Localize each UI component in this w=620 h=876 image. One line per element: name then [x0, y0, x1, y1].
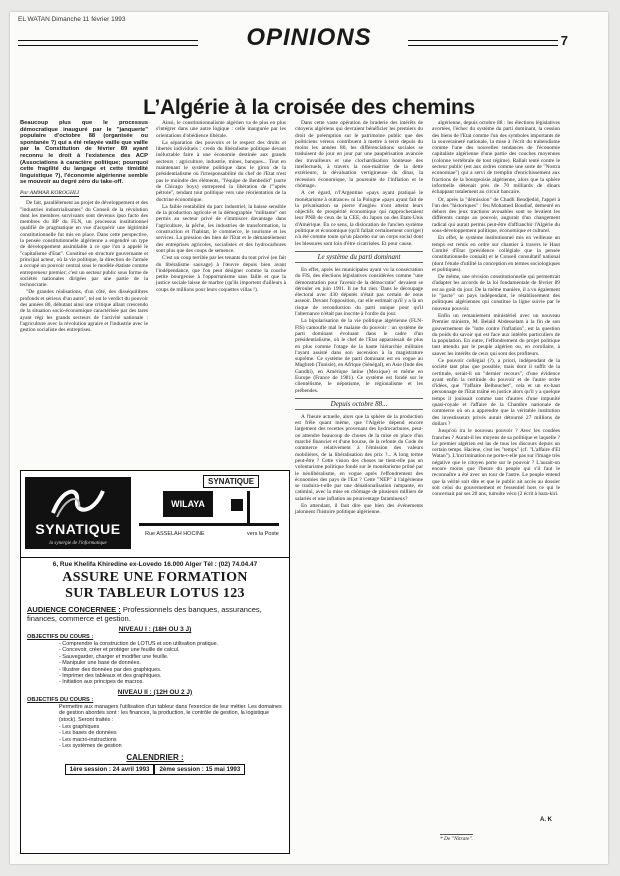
list-item: - Les graphiques [59, 724, 283, 730]
ad-title [21, 570, 289, 602]
paragraph: "De grandes réalisations, d'un côté, des disséquilibres profonds et sérieux d'un autre", tel est le verdict du pouvoir des années 80, débutant ainsi une critique allant crescendo de la situation socio-économique caractérisée par des tares ayant régi les grands secteurs de l'activité nationale : l'agriculture avec la révolution agraire et l'industrie avec le gestion socialiste des entreprises. [20, 289, 148, 334]
article-lead [20, 120, 148, 186]
article-headline: L’Algérie à la croisée des chemins [143, 96, 475, 119]
niveau-2-description: Permettre aux managers l'utilisation d'un tableur dans l'exercice de leur métier. Les domaines de gestion abordés sont : les finances, la production, le contrôle de gestion, la logistique (stock). Seront traités : [59, 703, 282, 723]
list-item: - Initiation aux principes de macros. [59, 679, 283, 685]
article-column-4 [432, 120, 560, 830]
newspaper-page [10, 12, 608, 864]
map-wilaya-block: WILAYA [163, 491, 213, 517]
ad-header [21, 471, 289, 558]
map-street-label: Rue ASSELAH HOCINE [145, 531, 205, 537]
logo-tagline: la synergie de l'informatique [49, 541, 107, 546]
paragraph: C'est un coup terrible par les tenants du tout privé (en fait du libéralisme sauvage) à l'œuvre depuis bien avant l'indépendance, que l'on peut désigner comme la couche petite bourgeoise à l'opportunisme sans faille et que la justice sociale laisse de marbre (qu'ils importent d'ailleurs à coups de millions pour leurs coquettes villas !). [156, 255, 286, 293]
list-item: - Illustrer des données par des graphiques. [59, 667, 283, 673]
paragraph: La bipolarisation de la vie politique algérienne (FLN-FIS) camoufle mal le malaise du pouvoir : un système de parti dominant évoluant dans le cadre d'un présidentialisme, où le chef de l'Etat apparaissait de plus en plus comme l'otage de la haute hiérarchie militaire l'ayant assisté dans son ascension à la magistrature suprême. Ce système de parti dominant est en vogue au Maghreb (Tunisie), en Afrique (Sénégal), en Asie (Inde des Gandhi), en Amérique latine (Mexique) et même en Europe (France de 1981). Ce système est fondé sur le clientélisme, le népotisme, le régionalisme et les prébendes. [295, 318, 423, 394]
subheading-parti-dominant: Le système du parti dominant [295, 251, 423, 263]
paragraph: A cet égard, n'l'Argentine «pays ayant pratiqué le monétarisme à outrance» ni la Pologne «pays ayant fait de la privatisation sa pierre d'angle» n'ont atteint leurs objectifs de prospérité économique qui rapprocheraient leur PNB de ceux de la CEE, du Japon ou des Etats-Unis d'Amérique. En ce sens, la dislocation de l'ancien système politique et économique (qu'il fallait certainement corriger) n'a été comme toute qu'un placebo sur un corps social dont les blessures sont loin d'être cicatrisées. Et pour cause. [295, 190, 423, 247]
ad-address: 6, Rue Khelifa Khiredine ex-Lovedo 16.000 Alger Tél : (02) 74.04.47 [52, 561, 258, 568]
paragraph: Ainsi, le constitutionnalisme algérien va de plus en plus s'intégrer dans une autre logique : celle inaugurée par les orientations d'obédience libérale. [156, 120, 286, 139]
stylized-s-shape-icon [49, 483, 107, 521]
article-column-2 [156, 120, 286, 410]
paragraph: Or, après la "démission" de Chadli Bendjedid, l'appel à l'un des "historiques" : feu Mohamed Boudiaf, demeuré en dehors des jeux tractions avouables sont se levaient les différents camps au pouvoir, augurait d'un changement radical qui aurait permis peut-être d'affranchir l'Algérie du sous-développement politique, économique et culturel. [432, 196, 560, 235]
niveau-1-label: NIVEAU I : (18H OU 3 J) [118, 626, 192, 633]
niveau-1-heading [21, 626, 289, 633]
section-title: OPINIONS [246, 24, 372, 51]
paragraph: Enfin un remaniement ministériel avec un nouveau Premier ministre, M. Belaïd Abdesselam à la fin de son gouvernement de "lutte contre l'inflation", est la question du poids du savoir qui est face aux intérêts particuliers de la population. En outre, l'effondrement du projet politique tant attendu par le peuple algérien ou, en corollaire, à sauver les intérêts de ceux qui sont des profiteurs. [432, 312, 560, 357]
paragraph: Dans cette vaste opération de braderie des intérêts de citoyens algériens qui devraient bénéficier les premiers du droit de préemption sur le patrimoine public que des politiciens véreux contribuent à mettre à terre depuis du moins les années 80, les différenciations sociales se traduisent de jour en jour par une paupérisation avancée des travailleurs et une clochardisation honteuse des intellectuels, à travers la non-maîtrise de la dette extérieure, la dévaluation vertigineuse du dinar, la récession économique, la poursuite de l'inflation et le chômage. [295, 120, 423, 189]
niveau-2-label: NIVEAU II : (12H OU 2 J) [117, 688, 193, 696]
map-horizontal-road [139, 523, 279, 526]
session-dates [21, 764, 289, 775]
niveau-1-objectives [21, 641, 289, 686]
paragraph: De même, une révision constitutionnelle qui permettrait d'adapter les accords de la loi fondamentale de février 89 est au goût du jour. De la même manière, il a vu également le "pacte" un pays indépendant, le rétablissement des politiques algériennes qui constitue la ligne suivie par le nouveau pouvoir. [432, 274, 560, 312]
paragraph: algérienne, depuis octobre 88 : les élections législatives avortées, l'échec du système du parti dominant, la cession des biens de l'Etat comme l'un des symboles importants de la souveraineté nationale, la mise à l'écrit du trabendisme comme l'une des nouvelles tendances de l'économie capitaliste algérienne d'une partie des couches moyennes (colonne vertébrale de tout régime). Rallait tenté contre le secteur public (est aux ordres comme une sorte de "Nostra economiae") qui a servi de tremplin d'enrichissement aux fractions de la bourgeoisie algérienne, alors que la sphère informelle détenait près de 70 milliards de dinars échappant totalement au circuit bancaire. [432, 120, 560, 196]
author-signature: A. K [540, 817, 552, 823]
subheading-depuis-octobre: Depuis octobre 88... [295, 398, 423, 410]
article-column-3 [295, 120, 423, 858]
ad-audience [21, 602, 289, 623]
logo-name: SYNATIQUE [35, 521, 121, 537]
audience-text: Professionnels des banques, assurances, finances, commerce et gestion. [27, 605, 262, 623]
article-lead-text: Beaucoup plus que le processus démocratique inauguré par le "janquerie" populaire d'octobre 88 (organisée ou spontanée ?) qui a été relayée vaille que vaille par la Constitution de février 89 ayant reconnu le droit à l'existence des ACP (Associations à caractère politique; pourquoi cette fragilité du langage et cette timidité linguistique ?), l'économie algérienne semble se mouvoir au degré zéro du take-off. [20, 120, 148, 186]
list-item: - Concevoir, créer et protéger une feuille de calcul. [59, 647, 283, 653]
map-vertical-road [247, 491, 250, 525]
ad-title-line-2: SUR TABLEUR LOTUS 123 [65, 586, 245, 601]
page-number: 7 [560, 33, 568, 48]
synatique-advertisement [20, 470, 290, 854]
list-item: - Comprendre la construction de LOTUS et son utilisation pratique. [59, 641, 283, 647]
session-2: 2ème session : 15 mai 1993 [154, 764, 245, 775]
paragraph: En effet, après les municipales ayant vu la consécration du FIS, des élections législatives considérées comme "une démonstration pour l'avenir de la démocratie" devaient se dérouler en juin 1991. Il ne fut rien. Dans le découpage électoral avec 430 députés n'était pas certain de nous asseoir. Devant l'opposition, car elle estimait qu'il y a là un risque de reconduction du parti unique pour qu'il l'alternance n'était pas inscrite à l'ordre du jour. [295, 266, 423, 318]
list-item: - Manipuler une base de données. [59, 660, 283, 666]
list-item: - Les macro-instructions [59, 737, 283, 743]
audience-label: AUDIENCE CONCERNEE : [27, 605, 121, 614]
niveau-2-heading [21, 689, 289, 696]
paragraph: En effet, le système institutionnel mis en veilleuse un temps est remis en ordre sur chantier à travers le Haut Comité d'Etat (présidence collégiale que la pensée constitutionnelle connaît) et le Conseil consultatif national (dont l'étude d'utilité la conception en termes sociologiques et politiques). [432, 235, 560, 273]
paragraph: En attendant, il faut dire que bien des événements jalonnent l'histoire politique algérienne. [295, 503, 423, 516]
dateline: EL WATAN Dimanche 11 février 1993 [18, 16, 126, 23]
niveau-2-objectives [21, 724, 289, 750]
synatique-logo [25, 477, 131, 549]
list-item: - Imprimer des tableaux et des graphiques. [59, 673, 283, 679]
footnote: * De "Nitrate". [440, 836, 473, 842]
paragraph: La faible rentabilité du parc industriel, la baisse sensible de la production agricole et la démographie "militante" ont permis au secteur privé de s'immiscer davantage dans l'agriculture, la pêche, les industries de transformation, la construction et l'habitat, le commerce, le tourisme et les services. La pression des bien de l'Etat et le démantèlement des entreprises agricoles, socialistes et des hydrocarbures sont plus que des coups de semence. [156, 203, 286, 254]
paragraph: Jusqu'où ira le nouveau pouvoir ? Avec les coudées franches ? Aurait-il les moyens de sa politique et laquelle ? Le premier algérien est las de tous les discours depuis un certain temps. Hacène, c'est les "temps" (cf. "L'affaire d'El Watan"). L'incrimination ne porte-t-elle pas sur l'image très négative que le citoyen porte sur le pouvoir ? L'aurait-on encore moins que l'heure du peuple qui s'il faut le reconnaître a été avec un tour de l'autre. Le peuple entend que la vérité soit dite et que le public ait accès au dossier soit celui du gouvernement et l'essentiel hors ce qui le concernait par ses 20 ans, tumulte vécu (2 écrit à hara-kiri. [432, 428, 560, 498]
session-1: 1ère session : 24 avril 1993 [65, 764, 155, 775]
section-rule-right [408, 40, 558, 46]
objectives-label-2: OBJECTIFS DU COURS : [27, 696, 94, 703]
paragraph: A l'heure actuelle, alors que la sphère de la production est frêle quant même, que l'Algérie dépend encore largement des recettes provenant des hydrocarbures, peut-on attendre beaucoup de choses de la mise en place d'un marché financier et d'une bourse, de la refonte du Code de commerce relativement à l'émission des valeurs mobilières, de la libéralisation des prix ?... A long terme peut-être ? Cette vision des choses ne tient-elle pas un volontarisme politique fondé sur le monétarisme prôné par le néolibéralisme, en vogue après l'effondrement des économies des pays de l'Est ? Cette "NEP" à l'algérienne se traduira-t-elle par une dénationalisation rampante, en catimini, avec la mise en chômage de plusieurs milliers de salariés et une inflation au pourcentage faramineux? [295, 413, 423, 502]
article-column-1 [20, 120, 148, 470]
calendar-heading: CALENDRIER : [126, 752, 184, 762]
paragraph: Ce pouvoir collégial (?), a priori, indépendant de la société tant plus que possible, mais dont il suffit de la certitude, serait-il un "dernier recours", d'une évidence ayant enfin la certitude du pouvoir et de l'autre ordre d'idées, que "l'affaire Belhouchet", cela et un ex-haut personnage de l'Etat traîné en justice alors qu'il y a quelque temps il jouissait comme tant d'autres d'une impunité quasi-royale et l'affaire de la Chambre nationale de commerce où on a apprendre que la véritable institution des investisseurs privés aurait détourné 27 millions de dollars ? [432, 357, 560, 427]
list-item: - Les bases de données [59, 730, 283, 736]
map-label: SYNATIQUE [203, 475, 259, 488]
byline-text: Par AMMAR KOROGHLI [20, 189, 79, 196]
paragraph: La séparation des pouvoirs et le respect des droits et libertés individuels : credo du libéralisme politique devant inéluctable faire à une économie destinée aux grands secteurs : agriculture, industrie, mines, banques... Tout en maintenant le système politique dans le giron de la présidentialisme où l'irresponsabilité du chef de l'Etat n'est pas le moindre des éléments, "l'équipe de Benbedid" (sorte de Chicago boys) entreprend la libération de l'"après pétrole", tendant tout politique vers une réorientation de la doctrine économique. [156, 139, 286, 203]
map-post-label: vers la Poste [247, 531, 279, 537]
byline [20, 190, 148, 196]
paragraph: De fait, parallèlement au projet de développement et des "industries industrialisantes" du Conseil de la révolution dont les membres survivants sont devenus ipso facto des membres du BP du FLN, un processus institutionnel qualifié de pragmatique en vue d'acquérir une légitimité constitutionnelle fut mis en place. Dans cette perspective, la pensée constitutionnelle algérienne a engendré un type de développement assimilable à ce que l'on a appelé le "capitalisme d'Etat". Constitué en structure gouvernante et principal acteur, où la vie politique, la direction de l'armée a occupé un pouvoir central sous le modèle étatiste comme entrepreneur premier; c'est un secteur public sous forme de sociétés nationales dirigées par une partie de la technocratie. [20, 200, 148, 289]
map-location-marker [231, 499, 243, 511]
list-item: - Les systèmes de gestion [59, 743, 283, 749]
objectives-label-1: OBJECTIFS DU COURS : [27, 634, 94, 640]
ad-title-line-1: ASSURE UNE FORMATION [62, 570, 248, 585]
list-item: - Sauvegarder, charger et modifier une feuille. [59, 654, 283, 660]
